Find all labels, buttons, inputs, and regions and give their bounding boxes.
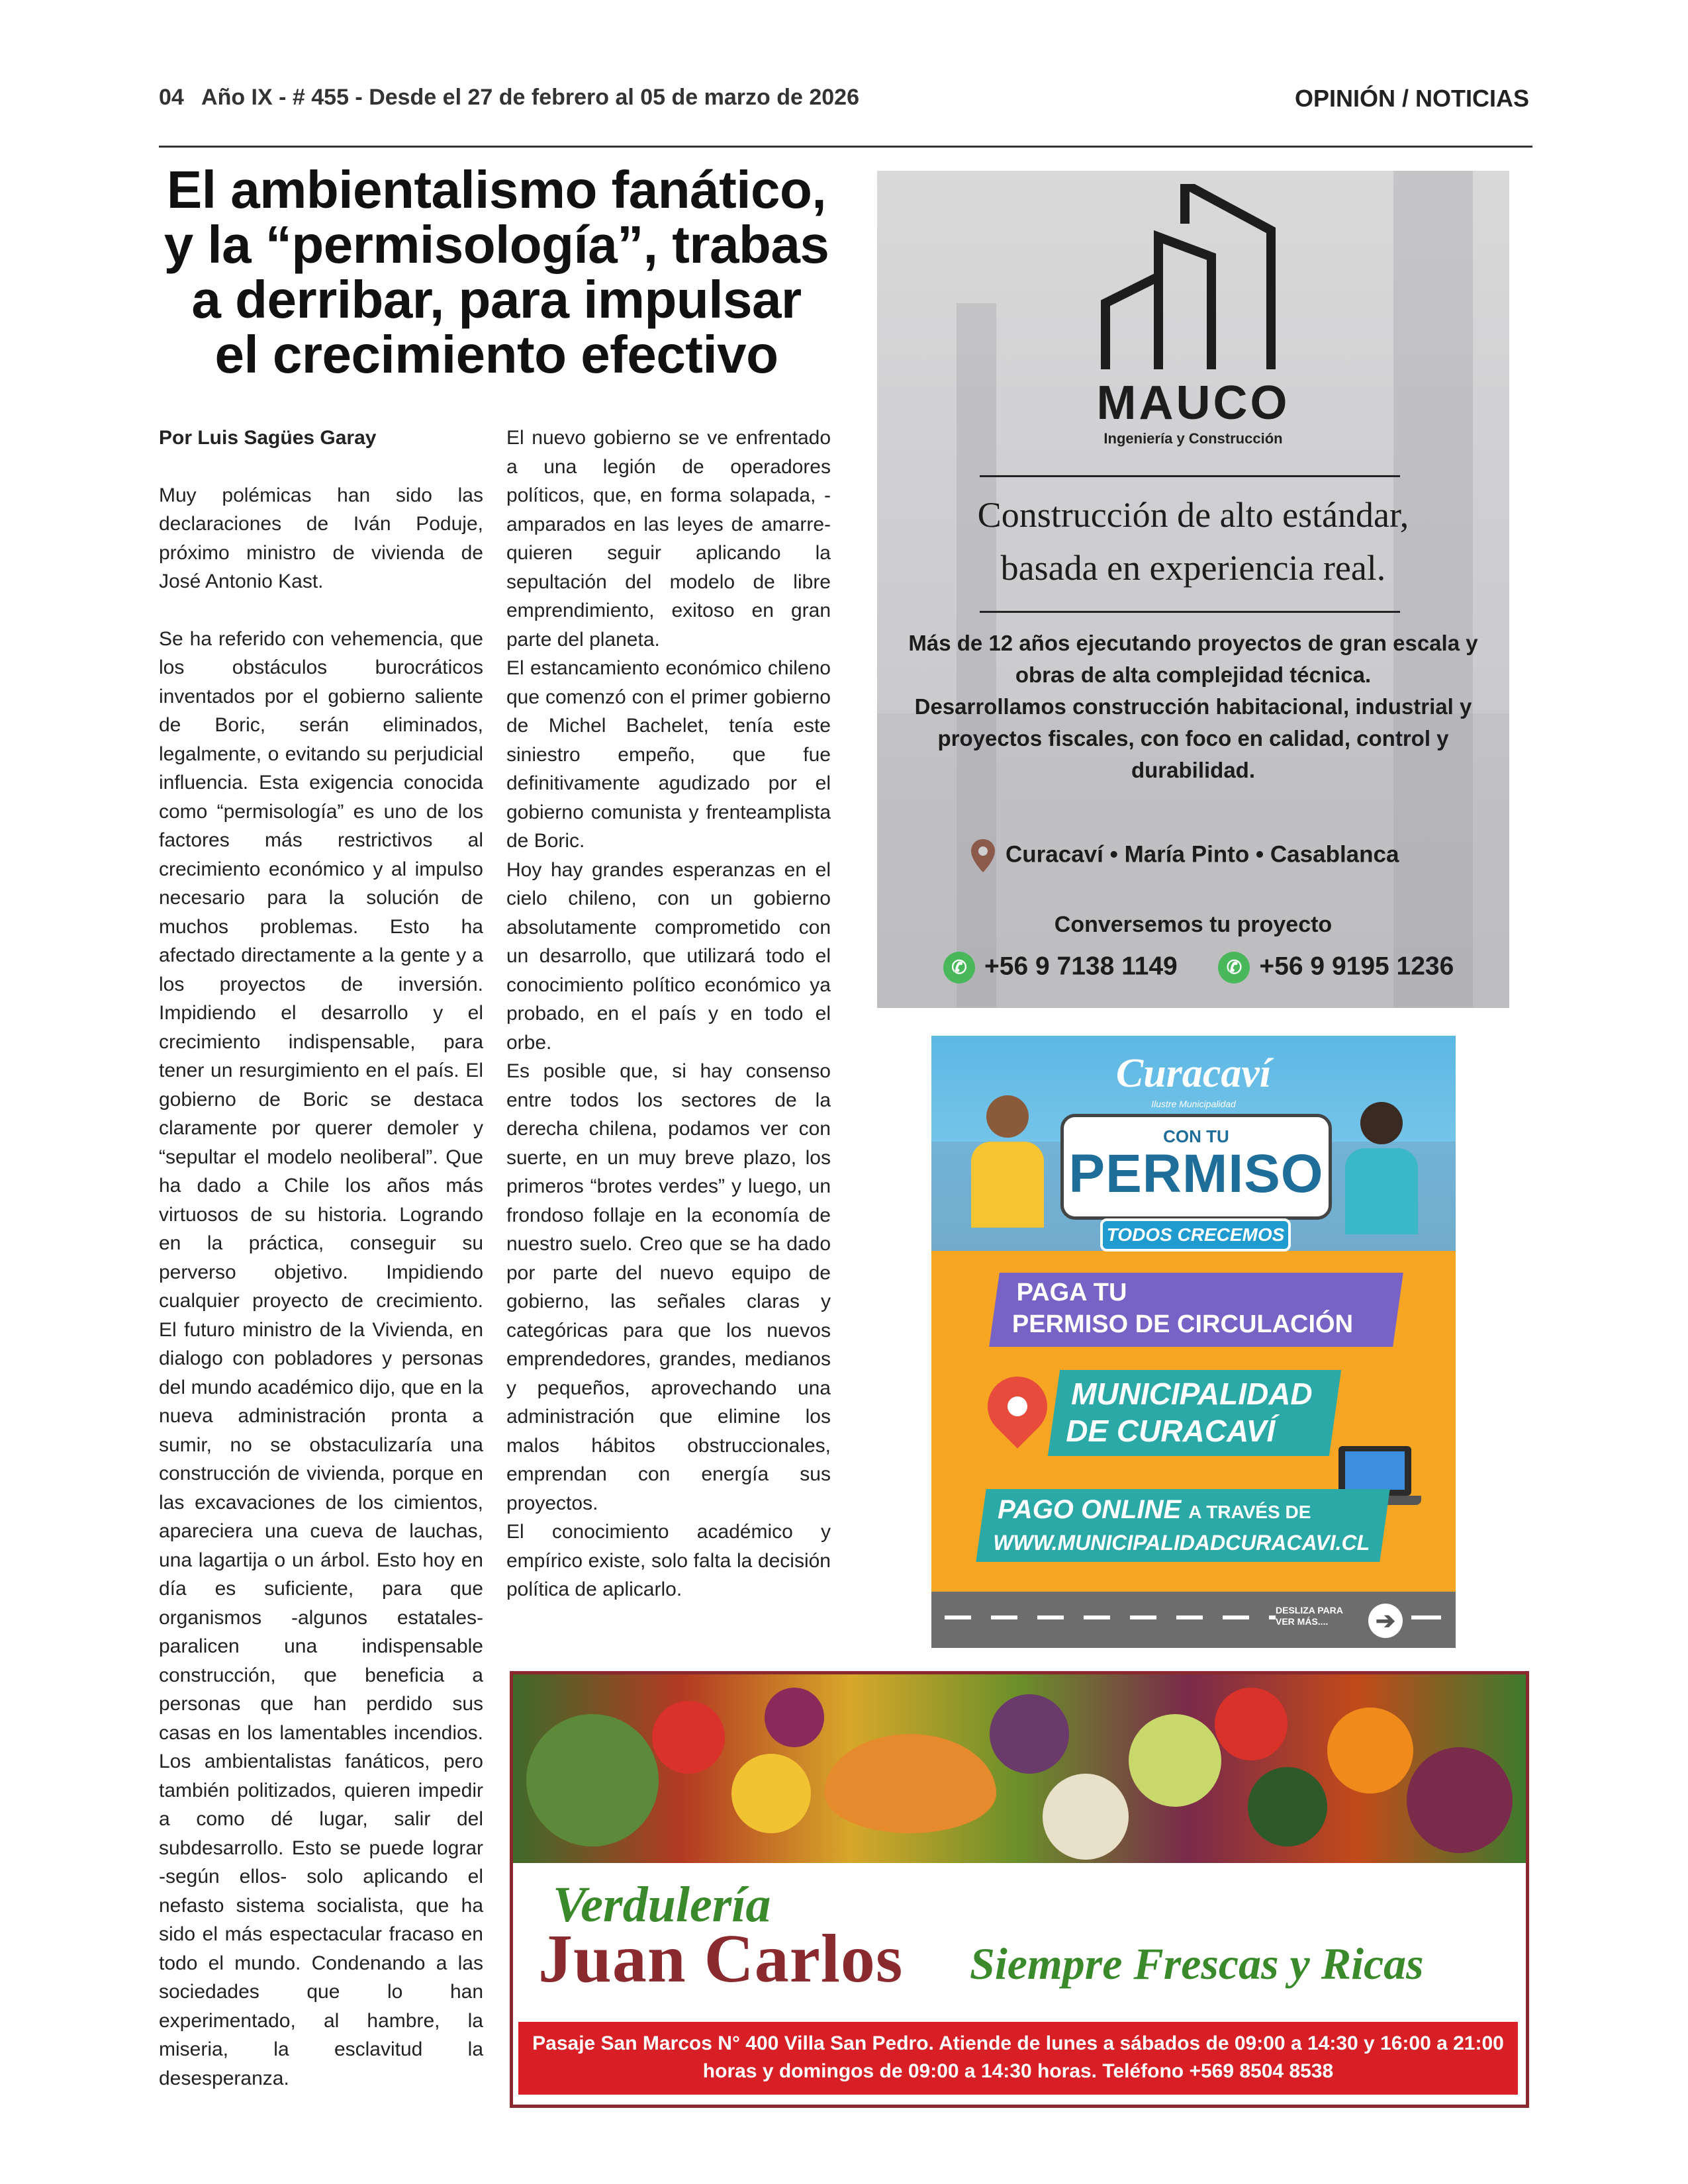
- whatsapp-icon: ✆: [943, 952, 975, 983]
- issue-info: Año IX - # 455 - Desde el 27 de febrero al 05 de marzo de 2026: [201, 85, 860, 110]
- sign-main-text: PERMISO: [1068, 1144, 1324, 1204]
- red-cabbage-icon: [1407, 1747, 1513, 1853]
- romanesco-icon: [1129, 1714, 1221, 1807]
- arrow-right-icon[interactable]: ➔: [1368, 1604, 1403, 1638]
- banner-line: PERMISO DE CIRCULACIÓN: [1011, 1310, 1354, 1338]
- headline-line: El ambientalismo fanático,: [166, 160, 827, 219]
- article-paragraph: El conocimiento académico y empírico existe, solo falta la decisión política de aplicarlo.: [506, 1521, 831, 1600]
- papaya-icon: [824, 1734, 996, 1833]
- locations-text: Curacaví • María Pinto • Casablanca: [1006, 841, 1399, 868]
- vegetables-photo: [513, 1674, 1526, 1863]
- info-line: horas y domingos de 09:00 a 14:30 horas. Teléfono +569 8504 8538: [702, 2060, 1334, 2082]
- onion-icon: [765, 1688, 824, 1747]
- verduleria-slogan: Siempre Frescas y Ricas: [970, 1938, 1424, 1989]
- desliza-text: DESLIZA PARA VER MÁS....: [1276, 1605, 1343, 1627]
- whatsapp-icon: ✆: [1218, 952, 1250, 983]
- article-headline: [152, 162, 841, 382]
- mauco-brand-name: MAUCO: [1096, 377, 1290, 430]
- verduleria-title: Verdulería: [553, 1877, 771, 1933]
- mauco-subtitle: Ingeniería y Construcción: [1103, 430, 1283, 447]
- article-paragraph: El nuevo gobierno se ve enfrentado a una legión de operadores políticos, que, en forma solapada, -amparados en las leyes de amarre- quieren seguir aplicando la sepultación del modelo de libre emprendimiento, exitoso en gran parte del planeta.: [506, 427, 831, 651]
- juan-carlos-title: Juan Carlos: [538, 1921, 904, 1997]
- page-number: 04: [159, 85, 184, 110]
- article-paragraph: El estancamiento económico chileno que comenzó con el primer gobierno de Michel Bachelet, tenía este siniestro empeño, que fue definitivamente agudizado por el gobierno comunista y frenteamplista de Boric.: [506, 657, 831, 852]
- mauco-advertisement: [877, 171, 1509, 1008]
- article-paragraph: Muy polémicas han sido las declaraciones de Iván Poduje, próximo ministro de vivienda de José Antonio Kast.: [159, 484, 483, 592]
- website-link[interactable]: WWW.MUNICIPALIDADCURACAVI.CL: [993, 1531, 1370, 1555]
- cabbage-icon: [526, 1714, 659, 1846]
- byline: Por Luis Sagües Garay: [159, 427, 377, 449]
- cauliflower-icon: [1043, 1774, 1129, 1860]
- woman-illustration-icon: [1345, 1102, 1418, 1234]
- mauco-description: [904, 627, 1483, 786]
- mauco-tagline: [877, 488, 1509, 594]
- paga-permiso-banner: [989, 1273, 1403, 1347]
- description-paragraph: Desarrollamos construcción habitacional, industrial y proyectos fiscales, con foco en calidad, control y durabilidad.: [914, 694, 1472, 782]
- mauco-locations: [970, 838, 1433, 874]
- tomato-icon: [1215, 1688, 1288, 1760]
- verduleria-advertisement: [510, 1671, 1529, 2108]
- article-paragraph: Es posible que, si hay consenso entre todos los sectores de la derecha chilena, podamos ver con suerte, en un muy breve plazo, los primeros “brotes verdes” y luego, un frondoso follaje en la economía de nuestro suelo. Creo que se ha dado por parte del nuevo equipo de gobierno, las señales claras y categóricas para que los nuevos emprendedores, grandes, medianos y pequeños, aprovechando una administración que elimine los malos hábitos obstruccionales, emprendan con energía sus proyectos.: [506, 1060, 831, 1514]
- section-label: OPINIÓN / NOTICIAS: [1294, 85, 1529, 112]
- pago-online-text: PAGO ONLINE: [998, 1495, 1182, 1524]
- article-column-2: [506, 424, 831, 1604]
- mauco-logo-icon: [1099, 184, 1291, 376]
- broccoli-icon: [1248, 1767, 1327, 1846]
- banner-line: DE CURACAVÍ: [1066, 1414, 1276, 1448]
- curacavi-logo: Curacaví: [1115, 1051, 1272, 1096]
- headline-line: y la “permisología”, trabas: [164, 215, 829, 274]
- divider: [980, 611, 1400, 613]
- divider: [980, 475, 1400, 477]
- todos-crecemos-ribbon: TODOS CRECEMOS: [1100, 1218, 1291, 1251]
- road-dashes: [945, 1615, 1276, 1619]
- laptop-screen: [1345, 1451, 1405, 1490]
- description-paragraph: Más de 12 años ejecutando proyectos de gran escala y obras de alta complejidad técnica.: [908, 631, 1478, 687]
- header-divider: [159, 146, 1532, 148]
- banner-line: PAGA TU: [1016, 1279, 1127, 1306]
- man-illustration-icon: [971, 1095, 1044, 1228]
- location-pin-dot: [1008, 1396, 1027, 1416]
- tomato-icon: [652, 1701, 725, 1774]
- pepper-icon: [731, 1754, 811, 1833]
- eggplant-icon: [990, 1694, 1069, 1774]
- mauco-phones: [943, 952, 1473, 983]
- headline-line: a derribar, para impulsar: [191, 270, 802, 329]
- phone-number: +56 9 7138 1149: [984, 952, 1178, 981]
- info-line: Pasaje San Marcos N° 400 Villa San Pedro. Atiende de lunes a sábados de 09:00 a 14:30 y 16:00 a 21:00: [532, 2032, 1504, 2054]
- road-dash: [1411, 1615, 1441, 1619]
- mauco-cta: Conversemos tu proyecto: [1054, 912, 1333, 937]
- sign-top-text: CON TU: [1163, 1126, 1229, 1146]
- article-column-1: [159, 424, 483, 2093]
- curacavi-logo-subtitle: Ilustre Municipalidad: [1151, 1099, 1236, 1109]
- map-pin-icon: [970, 838, 996, 874]
- permiso-sign: [1060, 1114, 1332, 1220]
- phone-number: +56 9 9195 1236: [1259, 952, 1454, 981]
- page-header-left: [159, 85, 871, 111]
- verduleria-info-bar: [518, 2022, 1518, 2095]
- article-paragraph: Se ha referido con vehemencia, que los obstáculos burocráticos inventados por el gobierno saliente de Boric, serán eliminados, legalmente, o evitando su perjudicial influencia. Esta exigencia conocida como “permisología” es uno de los factores más restrictivos al crecimiento económico y al impulso necesario para la solución de muchos problemas. Esto ha afectado directamente a la gente y a los proyectos de inversión. Impidiendo el desarrollo y el crecimiento indispensable, para tener un resurgimiento en el país. El gobierno de Boric se destaca claramente por querer demoler y “sepultar el modelo neoliberal”. Que ha dado a Chile los años más virtuosos de su historia. Logrando en la práctica, conseguir su perverso objetivo. Impidiendo cualquier proyecto de crecimiento. El futuro ministro de la Vivienda, en dialogo con pobladores y personas del mundo académico dijo, que en la nueva administración pronta a sumir, no se obstaculizaría una construcción de vivienda, porque en las excavaciones de los cimientos, apareciera una cueva de lauchas, una lagartija o un árbol. Esto hoy en día es suficiente, para que organismos -algunos estatales- paralicen una indispensable construcción, que beneficia a personas que han perdido sus casas en los lamentables incendios. Los ambientalistas fanáticos, pero también politizados, quieren impedir a como dé lugar, salir del subdesarrollo. Esto se puede lograr -según ellos- solo aplicando el nefasto sistema socialista, que ha sido el más espectacular fracaso en todo el mundo. Condenando a las sociedades que lo han experimentado, al hambre, la miseria, la esclavitud la desesperanza.: [159, 627, 483, 2089]
- curacavi-advertisement: [931, 1036, 1456, 1648]
- article-paragraph: Hoy hay grandes esperanzas en el cielo chileno, con un gobierno absolutamente comprometido con un desarrollo, que utilizará todo el conocimiento político económico ya probado, en el país y en todo el orbe.: [506, 858, 831, 1054]
- tagline-line: Construcción de alto estándar,: [977, 495, 1409, 535]
- pago-online-banner: [976, 1489, 1389, 1562]
- banner-line: MUNICIPALIDAD: [1071, 1377, 1313, 1411]
- tagline-line: basada en experiencia real.: [1000, 548, 1386, 588]
- pago-online-line: [998, 1493, 1387, 1529]
- a-traves-text: A TRAVÉS DE: [1188, 1502, 1311, 1522]
- municipalidad-banner: [1048, 1370, 1341, 1456]
- headline-line: el crecimiento efectivo: [214, 325, 778, 384]
- orange-icon: [1327, 1707, 1413, 1794]
